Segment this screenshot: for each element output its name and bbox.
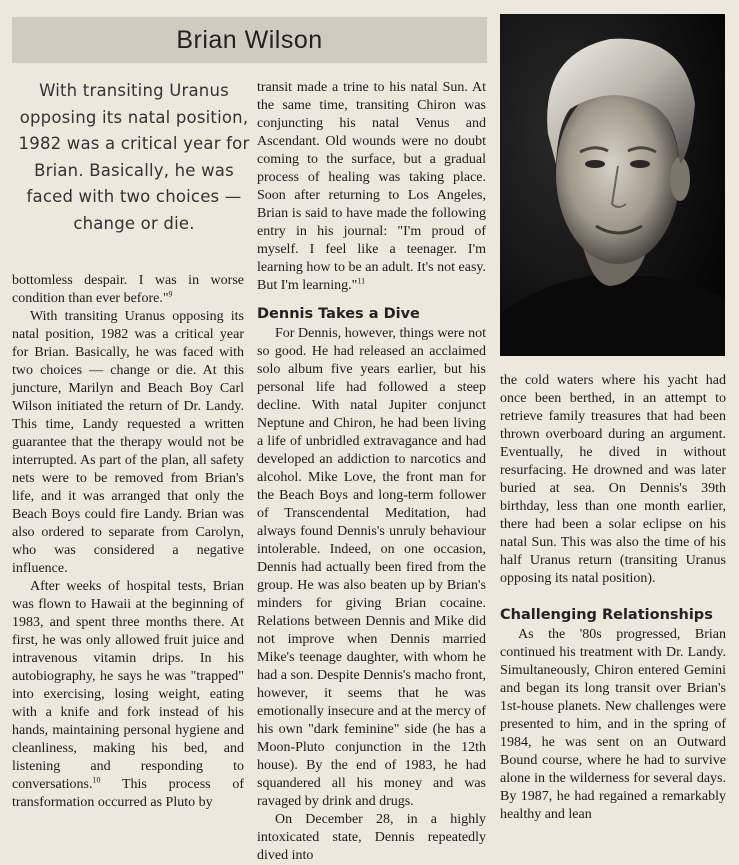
- title-banner: [12, 17, 487, 63]
- paragraph: [12, 578, 244, 812]
- paragraph-text: transit made a trine to his natal Sun. At the same time, transiting Chiron was conjuncting his natal Venus and Ascendant. Old wounds were no doubt coming to the surface, but a gradual process of healing was taking place. Soon after returning to Los Angeles, Brian is said to have made the following entry in his journal: "I'm proud of myself. I feel like a teenager. I'm learning how to be an adult. It's not easy. But I'm learning.": [257, 80, 486, 293]
- paragraph: [257, 79, 486, 295]
- page-title: Brian Wilson: [176, 25, 323, 54]
- paragraph: On December 28, in a highly intoxicated state, Dennis repeatedly dived into: [257, 812, 486, 863]
- section-heading: Challenging Relationships: [500, 607, 713, 623]
- column-1: [12, 272, 244, 812]
- column-3: [500, 372, 726, 824]
- footnote-ref: 10: [92, 775, 101, 785]
- paragraph: With transiting Uranus opposing its natal position, 1982 was a critical year for Brian. Basically, he was faced with two choices — change or die. At this juncture, Marilyn and Beach Boy Carl Wilson initiated the return of Dr. Landy. This time, Landy requested a written guarantee that the therapy would not be interrupted. As part of the plan, all safety nets were to be removed from Brian's life, and it was arranged that only the Beach Boys could fire Landy. Brian was also ordered to separate from Carolyn, who was considered a negative influence.: [12, 309, 244, 576]
- portrait-photo: [500, 14, 725, 356]
- paragraph-text: bottomless despair. I was in worse condition than ever before.": [12, 273, 244, 306]
- section-heading: Dennis Takes a Dive: [257, 306, 420, 322]
- paragraph: For Dennis, however, things were not so good. He had released an acclaimed solo album five years earlier, but his personal life had followed a steep decline. With natal Jupiter conjunct Neptune and Chiron, he had been living a life of unbridled extravagance and had developed an addiction to narcotics and alcohol. Mike Love, the front man for the Beach Boys and long-term follower of Transcendental Meditation, had always found Dennis's unruly behaviour intolerable. Indeed, on one occasion, Dennis had actually been fired from the group. He was also beaten up by Brian's minders for giving Brian cocaine. Relations between Dennis and Mike did not improve when Dennis married Mike's teenage daughter, with whom he had a son. Despite Dennis's macho front, however, it seems that he was emotionally insecure and at the mercy of his own "dark feminine" side (he has a Moon-Pluto conjunction in the 12th house). By the end of 1983, he had squandered all his money and was ravaged by drink and drugs.: [257, 326, 486, 809]
- column-2: [257, 79, 486, 865]
- paragraph: the cold waters where his yacht had once been berthed, in an attempt to retrieve family treasures that had been thrown overboard during an argument. Eventually, he dived in without resurfacing. He drowned and was later buried at sea. On Dennis's 39th birthday, less than one month earlier, there had been a solar eclipse on his natal Sun. This was also the time of his half Uranus return (transiting Uranus opposing its natal position).: [500, 373, 726, 586]
- paragraph-text: After weeks of hospital tests, Brian was flown to Hawaii at the beginning of 1983, and spent three months there. At first, he was only allowed fruit juice and intravenous vitamin drips. In his autobiography, he says he was "trapped" into exercising, losing weight, eating with a knife and fork instead of his hands, maintaining personal hygiene and cleanliness, making his bed, and listening and responding to conversations.: [12, 579, 244, 792]
- footnote-ref: 11: [357, 276, 366, 286]
- paragraph-text: This process of transformation occurred as Pluto by: [12, 777, 244, 810]
- pull-quote: With transiting Uranus opposing its natal position, 1982 was a critical year for Brian. Basically, he was faced with two choices — change or die.: [18, 81, 250, 233]
- footnote-ref: 9: [168, 289, 173, 299]
- paragraph: As the '80s progressed, Brian continued his treatment with Dr. Landy. Simultaneously, Chiron entered Gemini and began its long transit over Brian's 1st-house planets. New challenges were presented to him, and in the spring of 1984, he was sent on an Outward Bound course, where he had to survive alone in the wilderness for several days. By 1987, he had regained a remarkably healthy and lean: [500, 627, 726, 822]
- paragraph: [12, 272, 244, 308]
